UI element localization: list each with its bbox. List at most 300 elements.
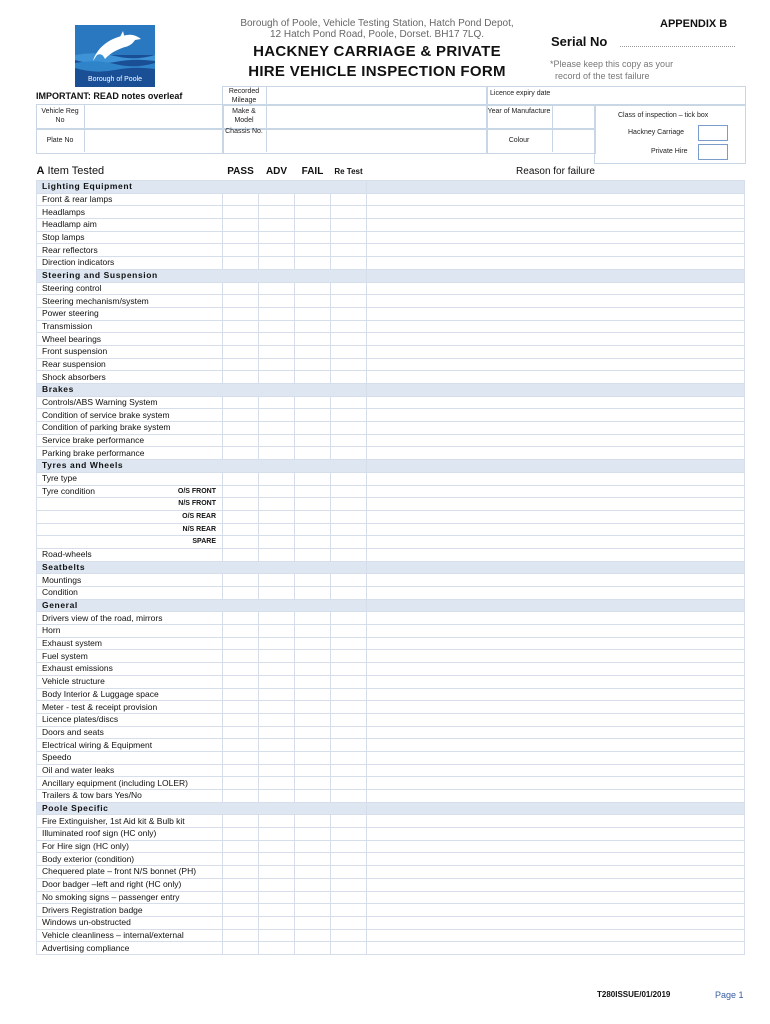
reason-cell[interactable]: [367, 929, 745, 942]
retest-cell[interactable]: [331, 828, 367, 841]
pass-cell[interactable]: [223, 853, 259, 866]
adv-cell[interactable]: [259, 866, 295, 879]
adv-cell[interactable]: [259, 891, 295, 904]
retest-cell[interactable]: [331, 434, 367, 447]
adv-cell[interactable]: [259, 193, 295, 206]
retest-cell[interactable]: [331, 764, 367, 777]
adv-cell[interactable]: [259, 333, 295, 346]
pass-cell[interactable]: [223, 536, 259, 549]
fail-cell[interactable]: [295, 523, 331, 536]
fail-cell[interactable]: [295, 866, 331, 879]
pass-cell[interactable]: [223, 510, 259, 523]
retest-cell[interactable]: [331, 206, 367, 219]
adv-cell[interactable]: [259, 409, 295, 422]
fail-cell[interactable]: [295, 904, 331, 917]
item-label: Body Interior & Luggage space: [37, 688, 223, 701]
fail-cell[interactable]: [295, 878, 331, 891]
reason-cell[interactable]: [367, 434, 745, 447]
retest-cell[interactable]: [331, 929, 367, 942]
reason-cell[interactable]: [367, 688, 745, 701]
fail-cell[interactable]: [295, 713, 331, 726]
retest-cell[interactable]: [331, 815, 367, 828]
fail-cell[interactable]: [295, 828, 331, 841]
adv-cell[interactable]: [259, 587, 295, 600]
tyre-position-label: N/S FRONT: [178, 500, 216, 508]
reason-cell[interactable]: [367, 726, 745, 739]
retest-cell[interactable]: [331, 485, 367, 498]
fail-cell[interactable]: [295, 587, 331, 600]
pass-cell[interactable]: [223, 777, 259, 790]
pass-cell[interactable]: [223, 688, 259, 701]
serial-input-line[interactable]: [620, 46, 735, 47]
item-label: Ancillary equipment (including LOLER): [37, 777, 223, 790]
pass-cell[interactable]: [223, 498, 259, 511]
adv-cell[interactable]: [259, 244, 295, 257]
reason-cell[interactable]: [367, 396, 745, 409]
reason-cell[interactable]: [367, 244, 745, 257]
retest-cell[interactable]: [331, 498, 367, 511]
fail-cell[interactable]: [295, 548, 331, 561]
fail-cell[interactable]: [295, 206, 331, 219]
retest-cell[interactable]: [331, 612, 367, 625]
reason-cell[interactable]: [367, 257, 745, 270]
retest-cell[interactable]: [331, 282, 367, 295]
retest-cell[interactable]: [331, 231, 367, 244]
adv-cell[interactable]: [259, 853, 295, 866]
pass-cell[interactable]: [223, 574, 259, 587]
pass-cell[interactable]: [223, 675, 259, 688]
fail-cell[interactable]: [295, 612, 331, 625]
adv-cell[interactable]: [259, 219, 295, 232]
reason-cell[interactable]: [367, 625, 745, 638]
fail-cell[interactable]: [295, 574, 331, 587]
adv-cell[interactable]: [259, 929, 295, 942]
adv-cell[interactable]: [259, 878, 295, 891]
adv-cell[interactable]: [259, 790, 295, 803]
adv-cell[interactable]: [259, 637, 295, 650]
fail-cell[interactable]: [295, 320, 331, 333]
reason-cell[interactable]: [367, 219, 745, 232]
fail-cell[interactable]: [295, 751, 331, 764]
reason-cell[interactable]: [367, 282, 745, 295]
pass-cell[interactable]: [223, 333, 259, 346]
retest-cell[interactable]: [331, 726, 367, 739]
adv-cell[interactable]: [259, 726, 295, 739]
reason-cell[interactable]: [367, 853, 745, 866]
adv-cell[interactable]: [259, 257, 295, 270]
pass-cell[interactable]: [223, 434, 259, 447]
item-label: Exhaust emissions: [37, 663, 223, 676]
item-label: Road-wheels: [37, 548, 223, 561]
adv-cell[interactable]: [259, 751, 295, 764]
adv-cell[interactable]: [259, 612, 295, 625]
reason-cell[interactable]: [367, 409, 745, 422]
fail-cell[interactable]: [295, 790, 331, 803]
pass-cell[interactable]: [223, 764, 259, 777]
pass-cell[interactable]: [223, 713, 259, 726]
retest-cell[interactable]: [331, 257, 367, 270]
table-row: [37, 510, 745, 523]
reason-cell[interactable]: [367, 472, 745, 485]
adv-cell[interactable]: [259, 447, 295, 460]
pass-cell[interactable]: [223, 231, 259, 244]
retest-cell[interactable]: [331, 942, 367, 955]
retest-cell[interactable]: [331, 345, 367, 358]
retest-cell[interactable]: [331, 422, 367, 435]
reason-cell[interactable]: [367, 942, 745, 955]
fail-cell[interactable]: [295, 295, 331, 308]
reason-cell[interactable]: [367, 916, 745, 929]
fail-cell[interactable]: [295, 409, 331, 422]
retest-cell[interactable]: [331, 447, 367, 460]
retest-cell[interactable]: [331, 548, 367, 561]
adv-cell[interactable]: [259, 675, 295, 688]
retest-cell[interactable]: [331, 904, 367, 917]
item-label: Service brake performance: [37, 434, 223, 447]
pass-cell[interactable]: [223, 295, 259, 308]
adv-cell[interactable]: [259, 815, 295, 828]
retest-cell[interactable]: [331, 523, 367, 536]
page-number: Page 1: [715, 990, 744, 1000]
table-row: [37, 916, 745, 929]
reason-cell[interactable]: [367, 663, 745, 676]
pass-cell[interactable]: [223, 739, 259, 752]
reason-cell[interactable]: [367, 891, 745, 904]
adv-cell[interactable]: [259, 942, 295, 955]
fail-cell[interactable]: [295, 726, 331, 739]
reason-cell[interactable]: [367, 548, 745, 561]
fail-cell[interactable]: [295, 358, 331, 371]
private-hire-label: Private Hire: [651, 148, 688, 155]
reason-cell[interactable]: [367, 866, 745, 879]
adv-cell[interactable]: [259, 345, 295, 358]
adv-cell[interactable]: [259, 688, 295, 701]
reason-cell[interactable]: [367, 333, 745, 346]
reason-cell[interactable]: [367, 790, 745, 803]
retest-cell[interactable]: [331, 790, 367, 803]
reason-cell[interactable]: [367, 574, 745, 587]
fail-cell[interactable]: [295, 637, 331, 650]
fail-cell[interactable]: [295, 675, 331, 688]
pass-cell[interactable]: [223, 587, 259, 600]
adv-cell[interactable]: [259, 231, 295, 244]
reason-cell[interactable]: [367, 675, 745, 688]
fail-cell[interactable]: [295, 739, 331, 752]
fail-cell[interactable]: [295, 650, 331, 663]
pass-cell[interactable]: [223, 320, 259, 333]
adv-cell[interactable]: [259, 916, 295, 929]
fail-cell[interactable]: [295, 333, 331, 346]
appendix-label: APPENDIX B: [660, 18, 728, 30]
fail-cell[interactable]: [295, 853, 331, 866]
retest-cell[interactable]: [331, 371, 367, 384]
reason-cell[interactable]: [367, 193, 745, 206]
reason-cell[interactable]: [367, 523, 745, 536]
pass-cell[interactable]: [223, 637, 259, 650]
table-row: [37, 853, 745, 866]
pass-cell[interactable]: [223, 828, 259, 841]
item-label: Direction indicators: [37, 257, 223, 270]
fail-cell[interactable]: [295, 916, 331, 929]
pass-cell[interactable]: [223, 878, 259, 891]
fail-cell[interactable]: [295, 942, 331, 955]
pass-cell[interactable]: [223, 751, 259, 764]
pass-cell[interactable]: [223, 282, 259, 295]
pass-cell[interactable]: [223, 701, 259, 714]
fail-cell[interactable]: [295, 777, 331, 790]
adv-cell[interactable]: [259, 307, 295, 320]
reason-cell[interactable]: [367, 587, 745, 600]
pass-cell[interactable]: [223, 650, 259, 663]
pass-cell[interactable]: [223, 422, 259, 435]
fail-cell[interactable]: [295, 434, 331, 447]
table-row: [37, 485, 745, 498]
reason-cell[interactable]: [367, 764, 745, 777]
table-row: [37, 548, 745, 561]
retest-cell[interactable]: [331, 840, 367, 853]
fail-cell[interactable]: [295, 282, 331, 295]
reason-cell[interactable]: [367, 751, 745, 764]
pass-cell[interactable]: [223, 942, 259, 955]
retest-cell[interactable]: [331, 891, 367, 904]
fail-cell[interactable]: [295, 764, 331, 777]
adv-cell[interactable]: [259, 358, 295, 371]
retest-cell[interactable]: [331, 701, 367, 714]
retest-cell[interactable]: [331, 866, 367, 879]
pass-cell[interactable]: [223, 307, 259, 320]
adv-cell[interactable]: [259, 840, 295, 853]
pass-cell[interactable]: [223, 663, 259, 676]
adv-cell[interactable]: [259, 498, 295, 511]
fail-cell[interactable]: [295, 929, 331, 942]
fail-cell[interactable]: [295, 688, 331, 701]
fail-cell[interactable]: [295, 510, 331, 523]
pass-cell[interactable]: [223, 815, 259, 828]
reason-cell[interactable]: [367, 828, 745, 841]
adv-cell[interactable]: [259, 536, 295, 549]
pass-cell[interactable]: [223, 358, 259, 371]
adv-cell[interactable]: [259, 904, 295, 917]
fail-cell[interactable]: [295, 663, 331, 676]
reason-cell[interactable]: [367, 701, 745, 714]
reason-cell[interactable]: [367, 612, 745, 625]
retest-cell[interactable]: [331, 878, 367, 891]
pass-cell[interactable]: [223, 472, 259, 485]
adv-cell[interactable]: [259, 548, 295, 561]
table-row: [37, 219, 745, 232]
pass-cell[interactable]: [223, 523, 259, 536]
pass-cell[interactable]: [223, 409, 259, 422]
adv-cell[interactable]: [259, 434, 295, 447]
adv-cell[interactable]: [259, 320, 295, 333]
retest-header: Re Test: [334, 166, 363, 176]
table-row: [37, 675, 745, 688]
reason-cell[interactable]: [367, 878, 745, 891]
reason-cell[interactable]: [367, 510, 745, 523]
item-label: Illuminated roof sign (HC only): [37, 828, 223, 841]
pass-cell[interactable]: [223, 244, 259, 257]
adv-cell[interactable]: [259, 523, 295, 536]
adv-cell[interactable]: [259, 472, 295, 485]
adv-cell[interactable]: [259, 295, 295, 308]
pass-cell[interactable]: [223, 371, 259, 384]
reason-cell[interactable]: [367, 295, 745, 308]
adv-cell[interactable]: [259, 713, 295, 726]
pass-cell[interactable]: [223, 447, 259, 460]
fail-cell[interactable]: [295, 231, 331, 244]
retest-cell[interactable]: [331, 637, 367, 650]
retest-cell[interactable]: [331, 510, 367, 523]
adv-cell[interactable]: [259, 625, 295, 638]
fail-cell[interactable]: [295, 422, 331, 435]
retest-cell[interactable]: [331, 333, 367, 346]
retest-cell[interactable]: [331, 307, 367, 320]
retest-cell[interactable]: [331, 409, 367, 422]
fail-cell[interactable]: [295, 625, 331, 638]
pass-cell[interactable]: [223, 916, 259, 929]
section-title: Steering and Suspension: [37, 269, 367, 282]
adv-cell[interactable]: [259, 282, 295, 295]
reason-cell[interactable]: [367, 536, 745, 549]
retest-cell[interactable]: [331, 472, 367, 485]
reason-cell[interactable]: [367, 650, 745, 663]
adv-header: ADV: [265, 165, 288, 177]
adv-cell[interactable]: [259, 828, 295, 841]
adv-cell[interactable]: [259, 371, 295, 384]
pass-cell[interactable]: [223, 548, 259, 561]
retest-cell[interactable]: [331, 295, 367, 308]
reason-cell[interactable]: [367, 713, 745, 726]
adv-cell[interactable]: [259, 777, 295, 790]
retest-cell[interactable]: [331, 193, 367, 206]
retest-cell[interactable]: [331, 536, 367, 549]
fail-cell[interactable]: [295, 498, 331, 511]
adv-cell[interactable]: [259, 422, 295, 435]
retest-cell[interactable]: [331, 320, 367, 333]
fail-cell[interactable]: [295, 219, 331, 232]
pass-cell[interactable]: [223, 612, 259, 625]
retest-cell[interactable]: [331, 739, 367, 752]
pass-cell[interactable]: [223, 396, 259, 409]
adv-cell[interactable]: [259, 510, 295, 523]
pass-cell[interactable]: [223, 929, 259, 942]
adv-cell[interactable]: [259, 764, 295, 777]
table-row: [37, 193, 745, 206]
fail-cell[interactable]: [295, 371, 331, 384]
pass-cell[interactable]: [223, 790, 259, 803]
pass-cell[interactable]: [223, 625, 259, 638]
retest-cell[interactable]: [331, 713, 367, 726]
adv-cell[interactable]: [259, 663, 295, 676]
pass-cell[interactable]: [223, 840, 259, 853]
pass-cell[interactable]: [223, 904, 259, 917]
fail-cell[interactable]: [295, 345, 331, 358]
retest-cell[interactable]: [331, 688, 367, 701]
adv-cell[interactable]: [259, 701, 295, 714]
reason-cell[interactable]: [367, 422, 745, 435]
fail-cell[interactable]: [295, 485, 331, 498]
item-tested-header: [37, 162, 223, 181]
pass-cell[interactable]: [223, 485, 259, 498]
retest-cell[interactable]: [331, 587, 367, 600]
item-label: Mountings: [37, 574, 223, 587]
pass-cell[interactable]: [223, 219, 259, 232]
fail-cell[interactable]: [295, 396, 331, 409]
retest-cell[interactable]: [331, 663, 367, 676]
fail-cell[interactable]: [295, 701, 331, 714]
retest-cell[interactable]: [331, 777, 367, 790]
retest-cell[interactable]: [331, 853, 367, 866]
pass-cell[interactable]: [223, 193, 259, 206]
reason-cell[interactable]: [367, 447, 745, 460]
reason-cell[interactable]: [367, 840, 745, 853]
fail-cell[interactable]: [295, 193, 331, 206]
pass-cell[interactable]: [223, 257, 259, 270]
item-label: Windows un-obstructed: [37, 916, 223, 929]
retest-cell[interactable]: [331, 574, 367, 587]
reason-cell[interactable]: [367, 358, 745, 371]
reason-cell[interactable]: [367, 815, 745, 828]
reason-cell[interactable]: [367, 904, 745, 917]
pass-cell[interactable]: [223, 891, 259, 904]
retest-cell[interactable]: [331, 650, 367, 663]
reason-cell[interactable]: [367, 637, 745, 650]
fail-cell[interactable]: [295, 447, 331, 460]
reason-cell[interactable]: [367, 371, 745, 384]
retest-cell[interactable]: [331, 916, 367, 929]
reason-cell[interactable]: [367, 485, 745, 498]
reason-cell[interactable]: [367, 231, 745, 244]
adv-cell[interactable]: [259, 739, 295, 752]
retest-cell[interactable]: [331, 358, 367, 371]
adv-cell[interactable]: [259, 574, 295, 587]
reason-cell[interactable]: [367, 498, 745, 511]
retest-cell[interactable]: [331, 625, 367, 638]
retest-cell[interactable]: [331, 751, 367, 764]
reason-cell[interactable]: [367, 307, 745, 320]
pass-cell[interactable]: [223, 726, 259, 739]
reason-cell[interactable]: [367, 777, 745, 790]
adv-cell[interactable]: [259, 650, 295, 663]
reason-cell[interactable]: [367, 345, 745, 358]
retest-cell[interactable]: [331, 244, 367, 257]
pass-cell[interactable]: [223, 345, 259, 358]
retest-cell[interactable]: [331, 219, 367, 232]
reason-cell[interactable]: [367, 320, 745, 333]
retest-cell[interactable]: [331, 396, 367, 409]
private-hire-tick-box[interactable]: [698, 144, 728, 160]
fail-cell[interactable]: [295, 891, 331, 904]
fail-cell[interactable]: [295, 840, 331, 853]
table-row: [37, 409, 745, 422]
fail-cell[interactable]: [295, 536, 331, 549]
fail-cell[interactable]: [295, 472, 331, 485]
fail-cell[interactable]: [295, 815, 331, 828]
item-label: Chequered plate – front N/S bonnet (PH): [37, 866, 223, 879]
pass-cell[interactable]: [223, 206, 259, 219]
pass-cell[interactable]: [223, 866, 259, 879]
fail-cell[interactable]: [295, 307, 331, 320]
reason-cell[interactable]: [367, 206, 745, 219]
fail-cell[interactable]: [295, 244, 331, 257]
hackney-tick-box[interactable]: [698, 125, 728, 141]
adv-cell[interactable]: [259, 206, 295, 219]
reason-cell[interactable]: [367, 739, 745, 752]
fail-cell[interactable]: [295, 257, 331, 270]
adv-cell[interactable]: [259, 396, 295, 409]
retest-cell[interactable]: [331, 675, 367, 688]
adv-cell[interactable]: [259, 485, 295, 498]
